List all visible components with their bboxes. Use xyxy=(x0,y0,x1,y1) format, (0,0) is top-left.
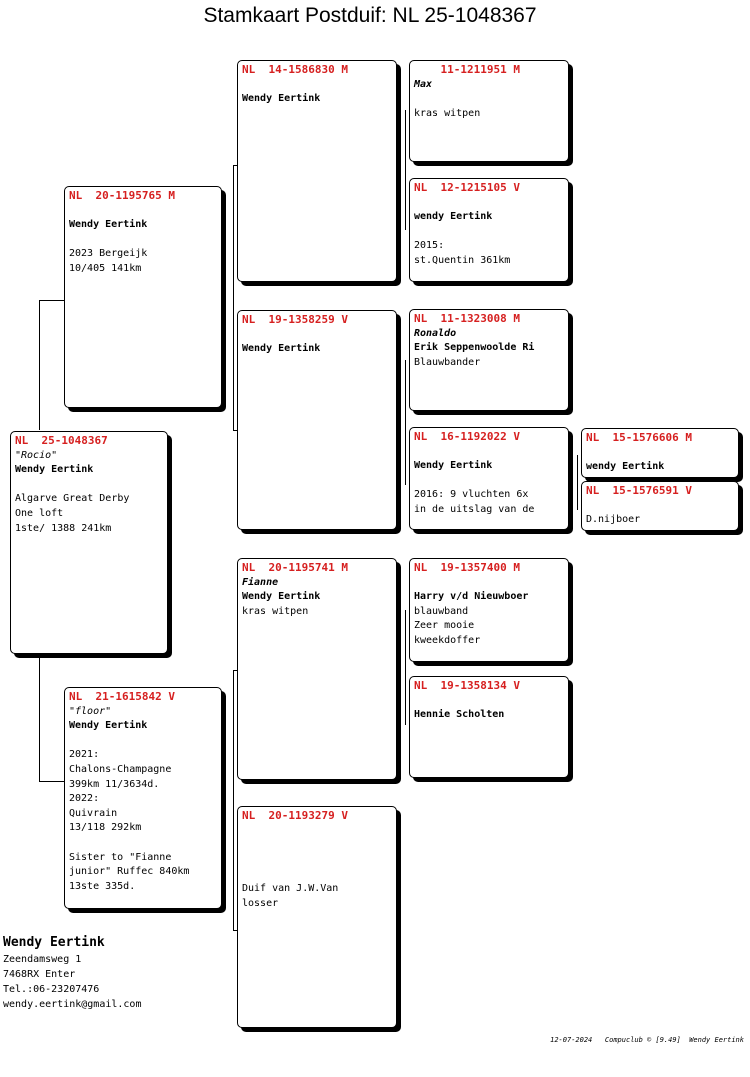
card-text-line xyxy=(414,445,564,460)
pedigree-card-fff[interactable] xyxy=(409,60,569,162)
connector-line xyxy=(39,300,65,301)
card-text-line xyxy=(414,225,564,240)
pedigree-card-mother[interactable] xyxy=(64,687,222,909)
card-text-line: st.Quentin 361km xyxy=(414,254,511,266)
owner-address-city: 7468RX Enter xyxy=(3,969,76,980)
card-text-line: Sister to "Fianne xyxy=(69,851,172,863)
card-text-line: 13/118 292km xyxy=(69,822,142,834)
card-text-line: One loft xyxy=(15,507,64,519)
pedigree-card-fmf[interactable] xyxy=(409,309,569,411)
card-text-line: 2016: 9 vluchten 6x xyxy=(414,489,529,501)
card-text-line: Duif van J.W.Van xyxy=(242,882,339,894)
ring-number: NL 11-1323008 M xyxy=(414,312,520,325)
card-text-line: kras witpen xyxy=(242,605,309,617)
pedigree-card-mother-father[interactable] xyxy=(237,558,397,780)
pedigree-card-mfm[interactable] xyxy=(409,676,569,778)
card-text-line: Ronaldo xyxy=(414,327,457,339)
card-text-line: kras witpen xyxy=(414,107,481,119)
card-text-line: 2022: xyxy=(69,793,100,805)
card-text-line: 2015: xyxy=(414,240,445,252)
card-text-line: Quivrain xyxy=(69,807,118,819)
pedigree-card-ffm[interactable] xyxy=(409,178,569,282)
card-text-line: "Rocio" xyxy=(15,449,58,461)
card-text-line: Harry v/d Nieuwboer xyxy=(414,591,529,603)
pedigree-card-mff[interactable] xyxy=(409,558,569,662)
owner-email[interactable]: wendy.eertink@gmail.com xyxy=(3,999,142,1010)
connector-line xyxy=(405,360,406,485)
card-text-line xyxy=(242,853,392,868)
card-text-line xyxy=(242,838,392,853)
card-text-line xyxy=(242,78,392,93)
ring-number: NL 19-1358259 V xyxy=(242,313,348,326)
connector-line xyxy=(39,781,65,782)
connector-line xyxy=(405,610,406,725)
card-text-line: Hennie Scholten xyxy=(414,709,505,721)
card-text-line: Blauwbander xyxy=(414,356,481,368)
card-text-line xyxy=(69,734,217,749)
card-text-line: 13ste 335d. xyxy=(69,880,136,892)
card-text-line: Max xyxy=(414,78,433,90)
card-text-line: wendy Eertink xyxy=(414,211,493,223)
card-text-line xyxy=(586,499,734,514)
card-text-line: Wendy Eertink xyxy=(242,93,321,105)
card-text-line: 399km 11/3634d. xyxy=(69,778,160,790)
ring-number: NL 20-1193279 V xyxy=(242,809,348,822)
ring-number: NL 12-1215105 V xyxy=(414,181,520,194)
card-text-line: Wendy Eertink xyxy=(15,464,94,476)
pedigree-card-father[interactable] xyxy=(64,186,222,408)
ring-number: NL 20-1195765 M xyxy=(69,189,175,202)
card-text-line: Wendy Eertink xyxy=(69,219,148,231)
footer-credit: 12-07-2024 Compuclub © [9.49] Wendy Eertink xyxy=(550,1036,744,1044)
ring-number: NL 15-1576606 M xyxy=(586,431,692,444)
owner-info xyxy=(3,934,141,1012)
owner-name: Wendy Eertink xyxy=(3,935,105,950)
connector-line xyxy=(405,110,406,230)
card-text-line xyxy=(414,576,564,591)
card-text-line: 1ste/ 1388 241km xyxy=(15,522,112,534)
card-text-line xyxy=(69,204,217,219)
ring-number: NL 15-1576591 V xyxy=(586,484,692,497)
pedigree-card-mother-mother[interactable] xyxy=(237,806,397,1028)
card-text-line: Algarve Great Derby xyxy=(15,493,130,505)
card-text-line: kweekdoffer xyxy=(414,634,481,646)
ring-number: NL 14-1586830 M xyxy=(242,63,348,76)
pedigree-card-father-father[interactable] xyxy=(237,60,397,282)
ring-number: NL 19-1357400 M xyxy=(414,561,520,574)
pedigree-card-subject[interactable] xyxy=(10,431,168,654)
pedigree-card-fmm[interactable] xyxy=(409,427,569,530)
card-text-line: 10/405 141km xyxy=(69,262,142,274)
connector-line xyxy=(233,165,234,430)
ring-number: NL 20-1195741 M xyxy=(242,561,348,574)
connector-line xyxy=(39,655,40,781)
pedigree-card-father-mother[interactable] xyxy=(237,310,397,530)
card-text-line: "floor" xyxy=(69,705,112,717)
card-text-line: Erik Seppenwoolde Ri xyxy=(414,342,535,354)
card-text-line: D.nijboer xyxy=(586,514,641,526)
ring-number: NL 16-1192022 V xyxy=(414,430,520,443)
card-text-line: losser xyxy=(242,897,279,909)
card-text-line xyxy=(414,92,564,107)
ring-number: 11-1211951 M xyxy=(414,63,520,76)
card-text-line xyxy=(242,328,392,343)
card-text-line: 2023 Bergeijk xyxy=(69,248,148,260)
card-text-line: Wendy Eertink xyxy=(69,720,148,732)
connector-line xyxy=(39,300,40,430)
pedigree-card-fmmm[interactable] xyxy=(581,481,739,531)
card-text-line xyxy=(414,196,564,211)
card-text-line xyxy=(414,694,564,709)
card-text-line: Wendy Eertink xyxy=(414,460,493,472)
card-text-line: Fianne xyxy=(242,576,279,588)
card-text-line: blauwband xyxy=(414,605,469,617)
card-text-line xyxy=(414,474,564,489)
card-text-line: junior" Ruffec 840km xyxy=(69,866,190,878)
ring-number: NL 21-1615842 V xyxy=(69,690,175,703)
card-text-line: Zeer mooie xyxy=(414,620,475,632)
ring-number: NL 25-1048367 xyxy=(15,434,108,447)
ring-number: NL 19-1358134 V xyxy=(414,679,520,692)
owner-address-street: Zeendamsweg 1 xyxy=(3,954,82,965)
connector-line xyxy=(577,455,578,510)
card-text-line: Wendy Eertink xyxy=(242,591,321,603)
connector-line xyxy=(233,670,234,930)
card-text-line xyxy=(242,824,392,839)
card-text-line xyxy=(15,478,163,493)
card-text-line: Wendy Eertink xyxy=(242,343,321,355)
pedigree-card-fmmf[interactable] xyxy=(581,428,739,478)
owner-phone: Tel.:06-23207476 xyxy=(3,984,100,995)
card-text-line: Chalons-Champagne xyxy=(69,763,172,775)
card-text-line: wendy Eertink xyxy=(586,461,665,473)
page-title: Stamkaart Postduif: NL 25-1048367 xyxy=(203,4,537,27)
card-text-line: 2021: xyxy=(69,749,100,761)
card-text-line xyxy=(242,867,392,882)
card-text-line xyxy=(69,836,217,851)
card-text-line: in de uitslag van de xyxy=(414,503,535,515)
card-text-line xyxy=(69,233,217,248)
card-text-line xyxy=(586,446,734,461)
